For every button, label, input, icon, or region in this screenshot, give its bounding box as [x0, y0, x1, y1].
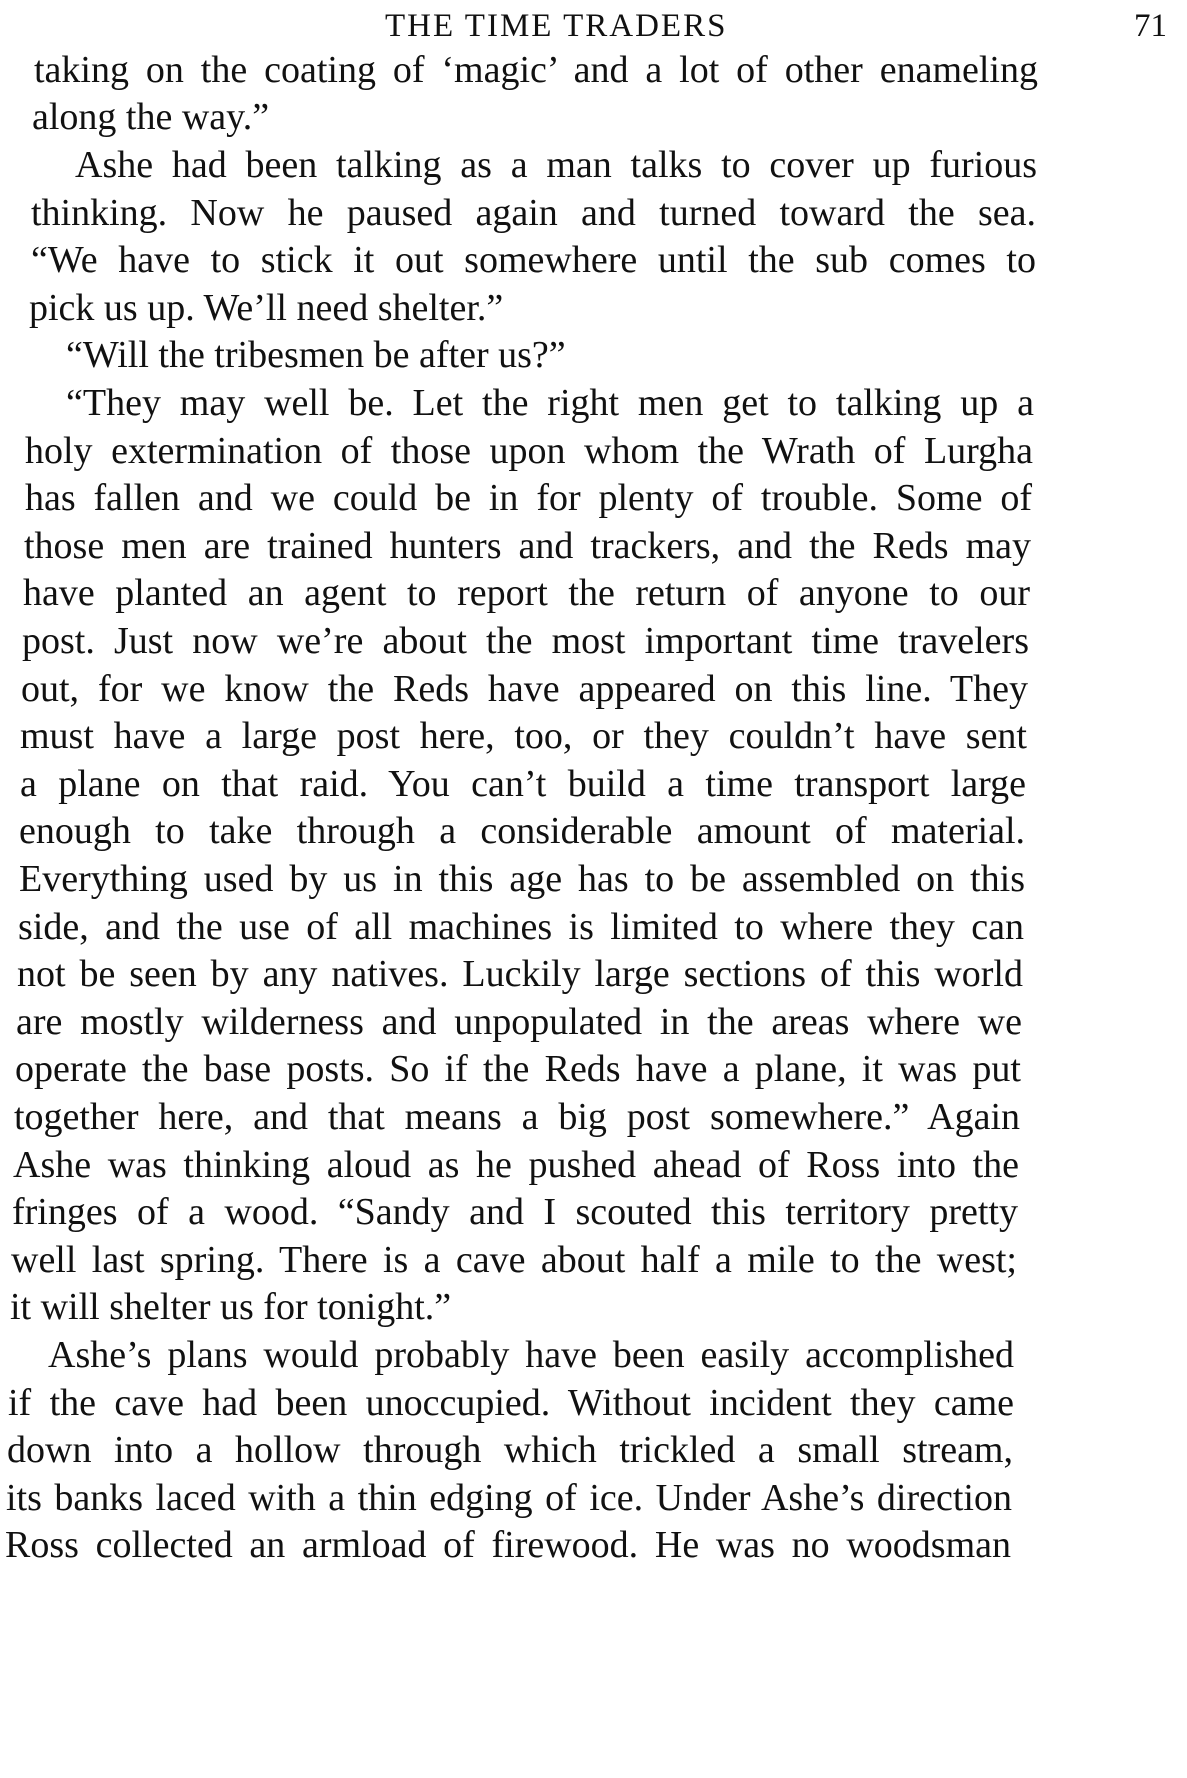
text-line: its banks laced with a thin edging of ice. Under Ashe’s direction: [6, 1477, 1012, 1519]
text-line: side, and the use of all machines is limited to where they can: [18, 906, 1024, 948]
text-line: along the way.”: [32, 96, 270, 138]
text-line: pick us up. We’ll need shelter.”: [29, 287, 504, 329]
text-line: holy extermination of those upon whom the Wrath of Lurgha: [25, 430, 1033, 472]
text-line: taking on the coating of ‘magic’ and a lot of other enameling: [34, 49, 1038, 91]
text-line: well last spring. There is a cave about half a mile to the west;: [11, 1239, 1017, 1281]
text-line: enough to take through a considerable amount of material.: [19, 810, 1025, 852]
text-line: Ashe had been talking as a man talks to cover up furious: [75, 144, 1037, 186]
text-line: thinking. Now he paused again and turned toward the sea.: [31, 192, 1036, 234]
text-line: Everything used by us in this age has to be assembled on this: [19, 858, 1025, 900]
page-number: 71: [1134, 8, 1167, 44]
text-line: “We have to stick it out somewhere until the sub comes to: [31, 239, 1036, 281]
text-line: fringes of a wood. “Sandy and I scouted this territory pretty: [12, 1191, 1018, 1233]
text-line: post. Just now we’re about the most important time travelers: [22, 620, 1029, 662]
text-line: together here, and that means a big post somewhere.” Again: [14, 1096, 1020, 1138]
text-line: those men are trained hunters and trackers, and the Reds may: [24, 525, 1031, 567]
text-line: Ashe’s plans would probably have been easily accomplished: [48, 1334, 1014, 1376]
page-header: [0, 6, 1187, 46]
text-line: Ashe was thinking aloud as he pushed ahead of Ross into the: [13, 1144, 1019, 1186]
text-line: a plane on that raid. You can’t build a time transport large: [20, 763, 1026, 805]
text-line: down into a hollow through which trickled a small stream,: [7, 1429, 1013, 1471]
running-title: THE TIME TRADERS: [385, 8, 728, 44]
text-line: have planted an agent to report the return of anyone to our: [23, 572, 1030, 614]
text-line: it will shelter us for tonight.”: [10, 1286, 452, 1328]
text-line: are mostly wilderness and unpopulated in the areas where we: [16, 1001, 1022, 1043]
text-line: “Will the tribesmen be after us?”: [66, 334, 566, 376]
text-line: out, for we know the Reds have appeared on this line. They: [21, 668, 1028, 710]
text-line: “They may well be. Let the right men get to talking up a: [66, 382, 1034, 424]
text-line: not be seen by any natives. Luckily large sections of this world: [17, 953, 1023, 995]
text-line: if the cave had been unoccupied. Without incident they came: [8, 1382, 1014, 1424]
text-line: Ross collected an armload of firewood. He was no woodsman: [5, 1524, 1011, 1566]
text-line: must have a large post here, too, or they couldn’t have sent: [20, 715, 1027, 757]
text-line: has fallen and we could be in for plenty of trouble. Some of: [25, 477, 1032, 519]
text-line: operate the base posts. So if the Reds have a plane, it was put: [15, 1048, 1021, 1090]
